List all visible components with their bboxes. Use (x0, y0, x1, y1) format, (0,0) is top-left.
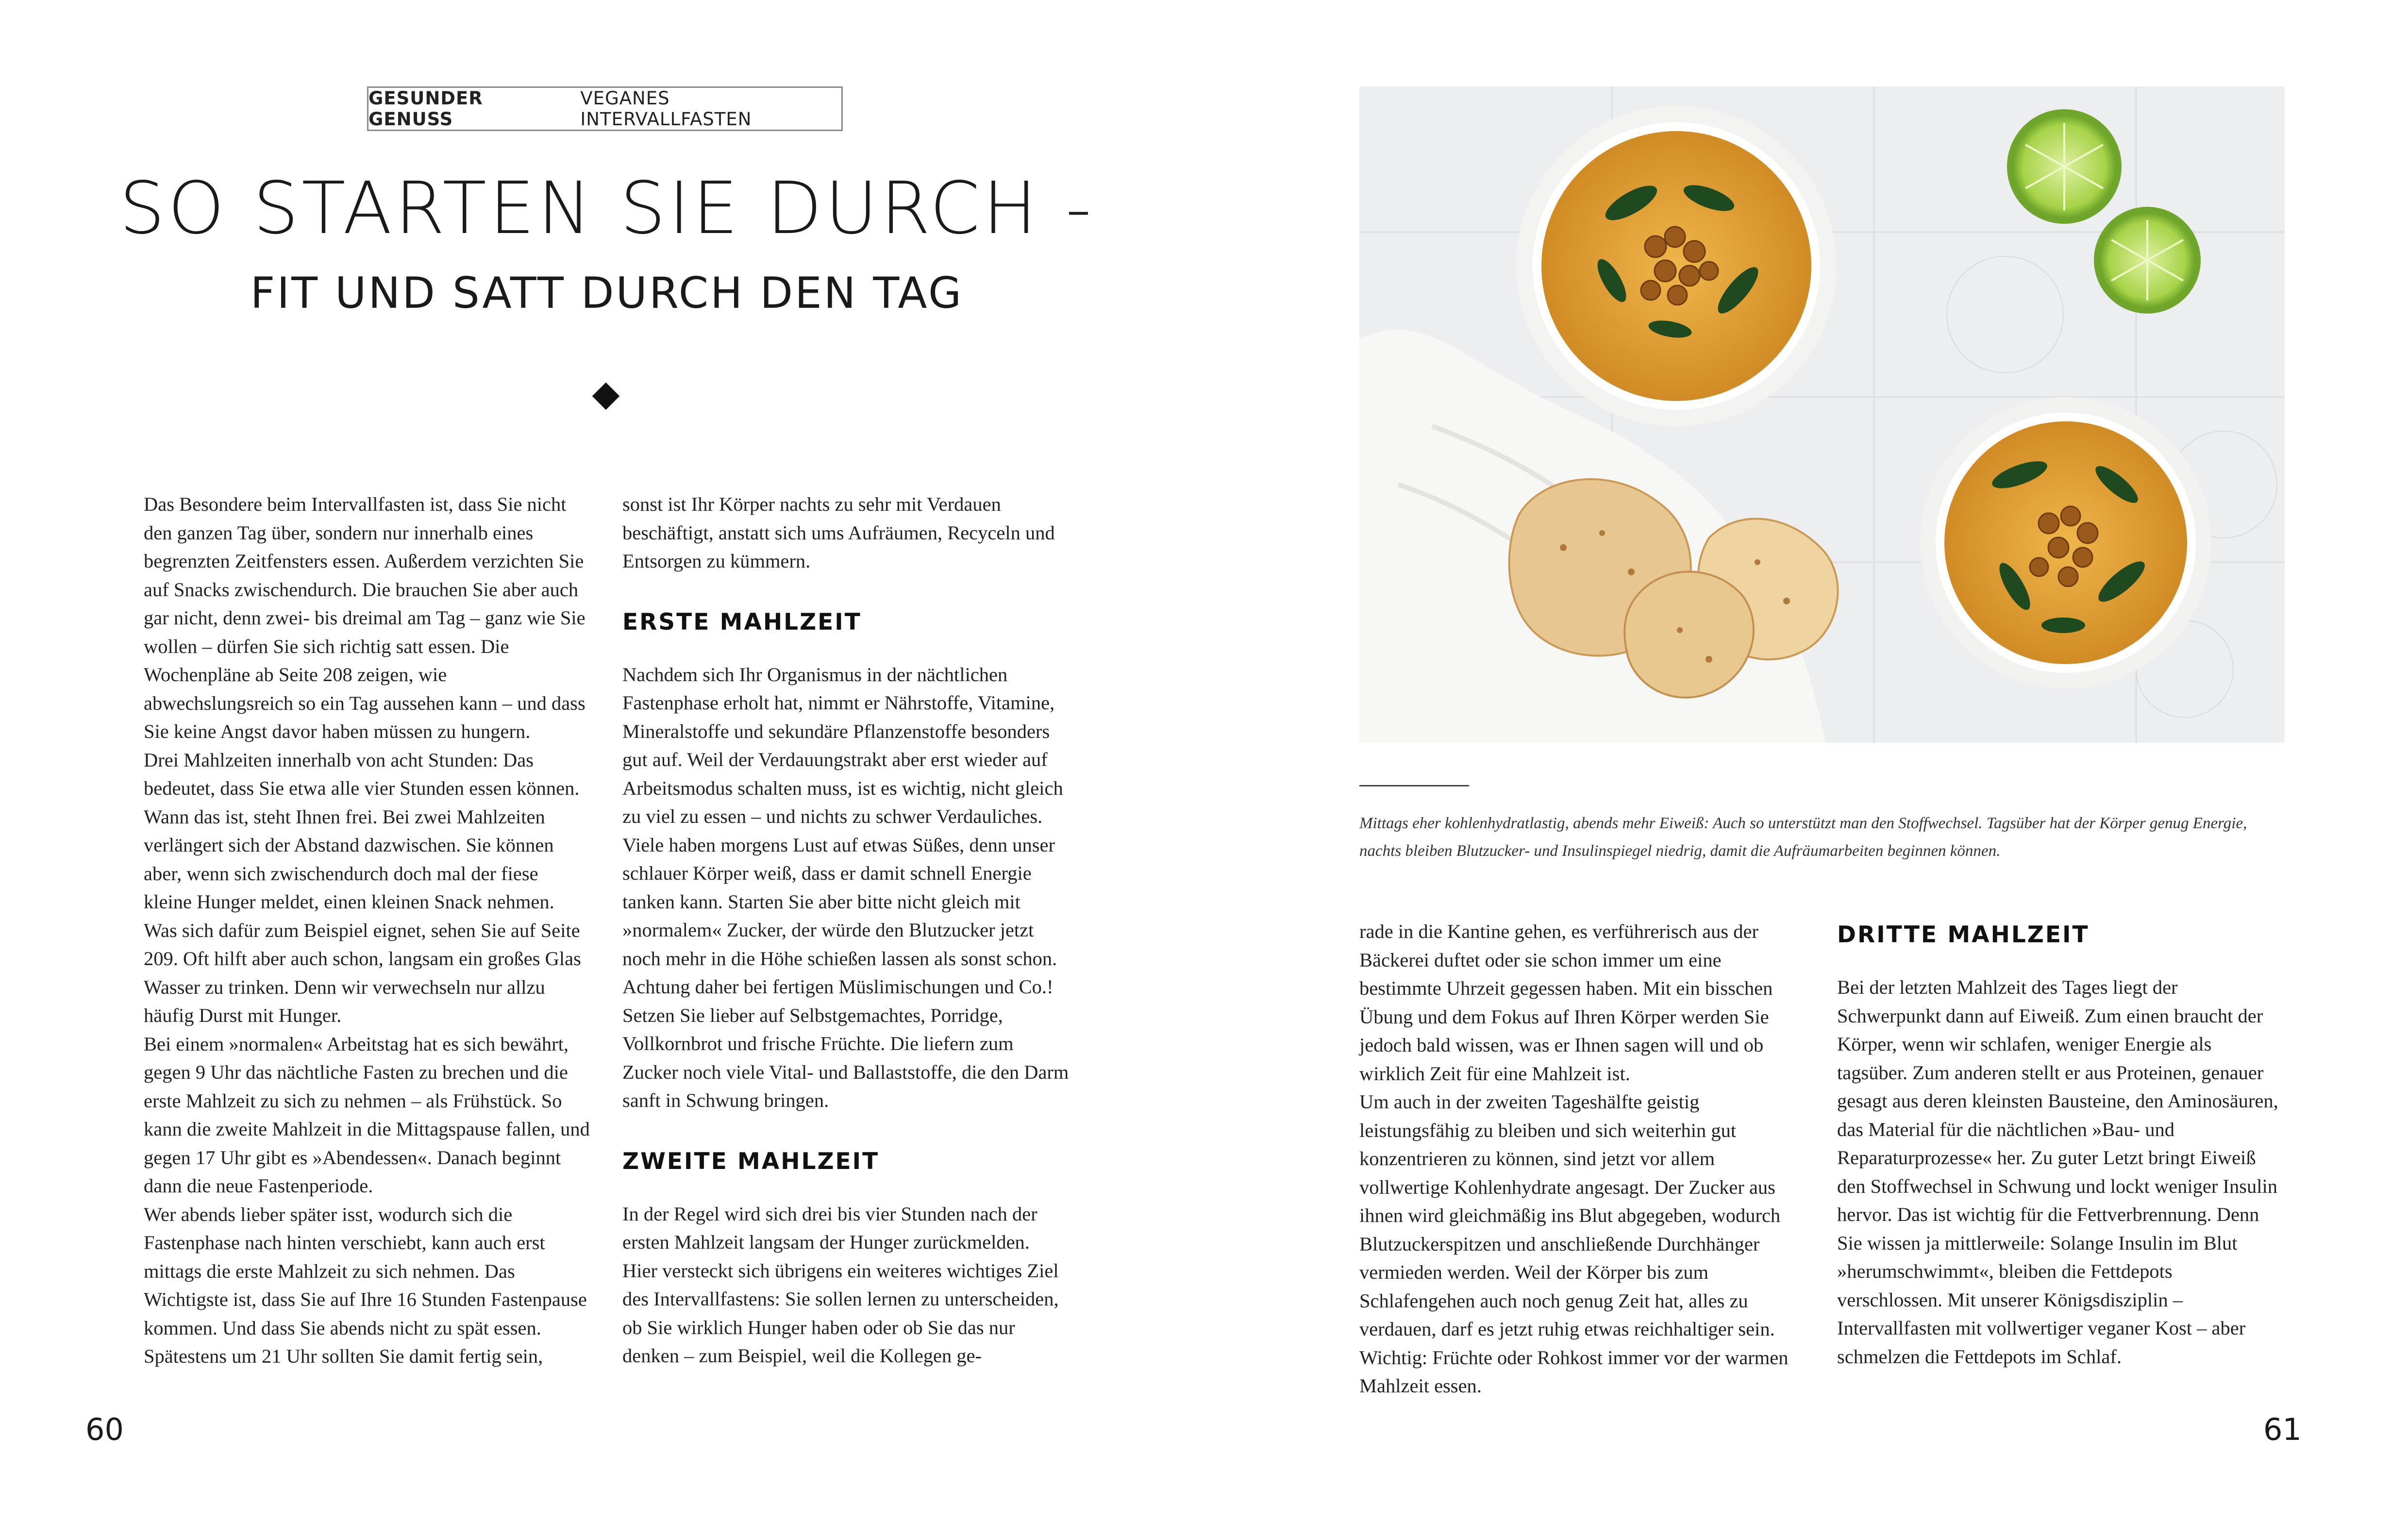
paragraph: Nachdem sich Ihr Organismus in der nächtlichen Fastenphase erholt hat, nimmt er Nährstoffe, Vitamine, Mineralstoffe und sekundäre Pflanzenstoffe besonders gut auf. Weil der Verdauungstrakt aber erst wieder auf Arbeitsmodus schalten muss, ist es wichtig, nicht gleich zu viel zu essen – und nichts zu schwer Verdauliches. Viele haben morgens Lust auf etwas Süßes, denn unser schlauer Körper weiß, dass er damit schnell Energie tanken kann. Starten Sie aber bitte nicht gleich mit »normalem« Zucker, der würde den Blutzucker jetzt noch mehr in die Höhe schießen lassen als sonst schon. Achtung daher bei fertigen Müslimischungen und Co.! Setzen Sie lieber auf Selbstgemachtes, Porridge, Vollkornbrot und frische Früchte. Die liefern zum Zucker noch viele Vital- und Ballaststoffe, die den Darm sanft in Schwung bringen. (622, 663, 1069, 1111)
topic-label: VEGANES INTERVALLFASTEN (580, 88, 752, 130)
page-number-left: 60 (85, 1412, 124, 1447)
paragraph: Drei Mahlzeiten innerhalb von acht Stunden: Das bedeutet, dass Sie etwa alle vier Stunden essen können. Wann das ist, steht Ihnen frei. Bei zwei Mahlzeiten verlängert sich der Abstand dazwischen. Sie können aber, wenn sich zwischendurch doch mal der fiese kleine Hunger meldet, einen kleinen Snack nehmen. Was sich dafür zum Beispiel eignet, sehen Sie auf Seite 209. Oft hilft aber auch schon, langsam ein großes Glas Wasser zu trinken. Denn wir verwechseln nur allzu häufig Durst mit Hunger. (144, 749, 581, 1026)
paragraph: Um auch in der zweiten Tageshälfte geistig leistungsfähig zu bleiben und sich weiterhin gut konzentrieren zu können, sind jetzt vor allem vollwertige Kohlenhydrate angesagt. Der Zucker aus ihnen wird gleichmäßig ins Blut abgegeben, wodurch Blutzuckerspitzen und anschließende Durchhänger vermieden werden. Weil der Körper bis zum Schlafengehen auch noch genug Zeit hat, alles zu verdauen, darf es jetzt ruhig etwas reichhaltiger sein. Wichtig: Früchte oder Rohkost immer vor der warmen Mahlzeit essen. (1359, 1091, 1789, 1397)
text-column-3 (1359, 918, 1801, 1401)
page-title: SO STARTEN SIE DURCH - (119, 167, 1095, 250)
section-heading-erste: ERSTE MAHLZEIT (622, 608, 862, 635)
paragraph: rade in die Kantine gehen, es verführerisch aus der Bäckerei duftet oder sie schon immer um eine bestimmte Uhrzeit gegessen haben. Mit ein bisschen Übung und dem Fokus auf Ihren Körper werden Sie jedoch bald wissen, was er Ihnen sagen will und ob wirklich Zeit für eine Mahlzeit ist. (1359, 920, 1773, 1085)
photo-caption: Mittags eher kohlenhydratlastig, abends mehr Eiweiß: Auch so unterstützt man den Stoffwechsel. Tagsüber hat der Körper genug Energie, nachts bleiben Blutzucker- und Insulinspiegel niedrig, damit die Aufräumarbeiten beginnen können. (1359, 815, 2247, 860)
text-column-1 (144, 490, 590, 1371)
food-photo (1359, 86, 2285, 743)
paragraph: Wer abends lieber später isst, wodurch sich die Fastenphase nach hinten verschiebt, kann auch erst mittags die erste Mahlzeit zu sich nehmen. Das Wichtigste ist, dass Sie auf Ihre 16 Stunden Fastenpause kommen. Und dass Sie abends nicht zu spät essen. Spätestens um 21 Uhr sollten Sie damit fertig sein, (144, 1203, 587, 1367)
paragraph: Das Besondere beim Intervallfasten ist, dass Sie nicht den ganzen Tag über, sondern nur innerhalb eines begrenzten Zeitfensters essen. Außerdem verzichten Sie auf Snacks zwischendurch. Die brauchen Sie aber auch gar nicht, denn zwei- bis dreimal am Tag – ganz wie Sie wollen – dürfen Sie sich richtig satt essen. Die Wochenpläne ab Seite 208 zeigen, wie abwechslungsreich so ein Tag aussehen kann – und dass Sie keine Angst davor haben müssen zu hungern. (144, 493, 585, 742)
paragraph: In der Regel wird sich drei bis vier Stunden nach der ersten Mahlzeit langsam der Hunger zurückmelden. Hier versteckt sich übrigens ein weiteres wichtiges Ziel des Intervallfastens: Sie sollen lernen zu unterscheiden, ob Sie wirklich Hunger haben oder ob Sie das nur denken – zum Beispiel, weil die Kollegen ge- (622, 1202, 1059, 1367)
section-heading-dritte: DRITTE MAHLZEIT (1837, 921, 2090, 948)
page-number-right: 61 (2263, 1412, 2302, 1447)
paragraph: Bei einem »normalen« Arbeitstag hat es sich bewährt, gegen 9 Uhr das nächtliche Fasten zu brechen und die erste Mahlzeit zu sich zu nehmen – als Frühstück. So kann die zweite Mahlzeit in die Mittagspause fallen, und gegen 17 Uhr gibt es »Abendessen«. Danach beginnt dann die neue Fastenperiode. (144, 1033, 590, 1197)
page-subtitle: FIT UND SATT DURCH DEN TAG (250, 268, 964, 318)
text-column-4 (1837, 918, 2279, 1371)
diamond-ornament (592, 383, 620, 410)
caption-rule (1359, 785, 1469, 786)
section-header (367, 86, 843, 131)
section-label: GESUNDER GENUSS (368, 88, 483, 130)
section-heading-zweite: ZWEITE MAHLZEIT (622, 1148, 880, 1175)
text-column-2 (622, 490, 1069, 1370)
paragraph: Bei der letzten Mahlzeit des Tages liegt der Schwerpunkt dann auf Eiweiß. Zum einen braucht der Körper, wenn wir schlafen, weniger Energie als tagsüber. Zum anderen stellt er aus Proteinen, genauer gesagt aus deren kleinsten Bausteine, den Aminosäuren, das Material für die nächtlichen »Bau- und Reparaturprozesse« her. Zu guter Letzt bringt Eiweiß den Stoffwechsel in Schwung und lockt weniger Insulin hervor. Das ist wichtig für die Fettverbrennung. Denn Sie wissen ja mittlerweile: Solange Insulin im Blut »herumschwimmt«, bleiben die Fettdepots verschlossen. Mit unserer Königsdisziplin – Intervallfasten mit vollwertiger veganer Kost – aber schmelzen die Fettdepots im Schlaf. (1837, 976, 2278, 1368)
paragraph: sonst ist Ihr Körper nachts zu sehr mit Verdauen beschäftigt, anstatt sich ums Aufräumen, Recyceln und Entsorgen zu kümmern. (622, 493, 1055, 572)
